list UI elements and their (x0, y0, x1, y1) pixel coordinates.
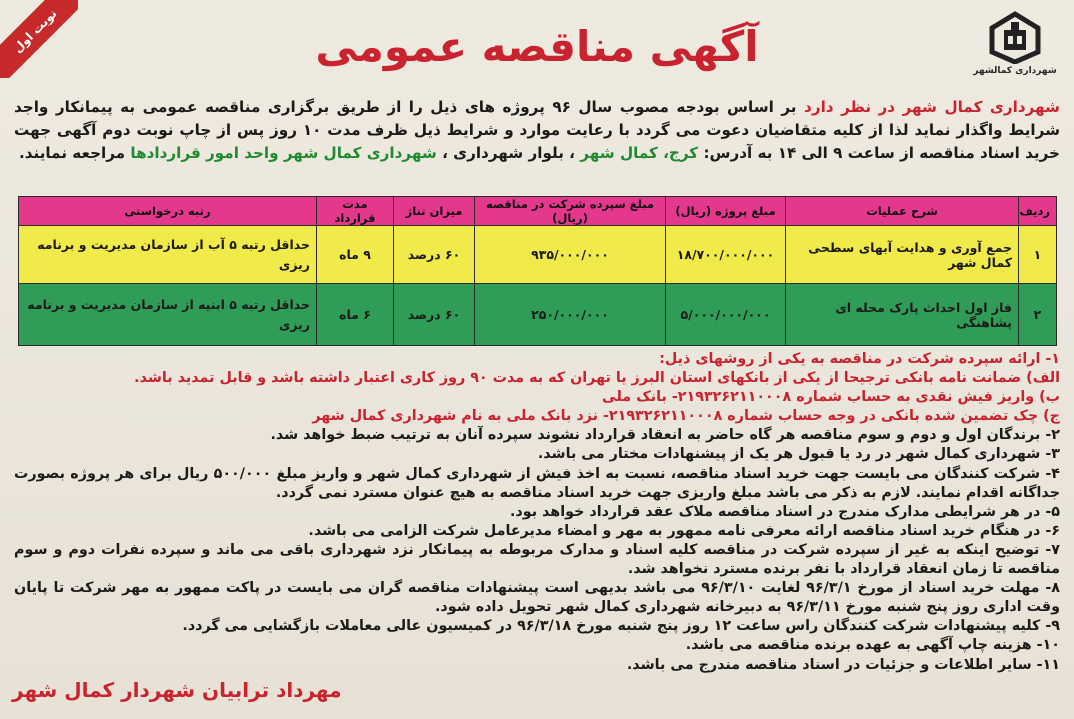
col-header-tonnage: میزان تناژ (394, 197, 475, 226)
col-header-project-amount: مبلغ پروژه (ریال) (666, 197, 786, 226)
intro-lead: شهرداری کمال شهر در نظر دارد (804, 98, 1060, 116)
project-description: فاز اول احداث پارک محله ای پشاهنگی (786, 284, 1019, 346)
col-header-grade: رتبه درخواستی (19, 197, 317, 226)
condition-10: ۱۰- هزینه چاپ آگهی به عهده برنده مناقصه می باشد. (685, 637, 1060, 654)
required-grade: حداقل رتبه ۵ آب از سازمان مدیریت و برنامه ریزی (19, 226, 317, 284)
tonnage: ۶۰ درصد (394, 226, 475, 284)
condition-9: ۹- کلیه پیشنهادات شرکت کنندگان راس ساعت ۱۲ روز پنج شنبه مورخ ۹۶/۳/۱۸ در کمیسیون عالی معاملات بازگشایی می گردد. (182, 618, 1060, 635)
project-amount: ۵/۰۰۰/۰۰۰/۰۰۰ (666, 284, 786, 346)
col-header-row-no: ردیف (1019, 197, 1057, 226)
required-grade: حداقل رتبه ۵ ابنیه از سازمان مدیریت و برنامه ریزی (19, 284, 317, 346)
condition-a: الف) ضمانت نامه بانکی ترجیحا از یکی از بانکهای استان البرز یا تهران که به مدت ۹۰ روز کاری اعتبار داشته باشد و قابل تمدید باشد. (134, 370, 1060, 387)
col-header-duration: مدت قرارداد (317, 197, 394, 226)
condition-6: ۶- در هنگام خرید اسناد مناقصه ارائه معرفی نامه ممهور به مهر و امضاء مدیرعامل شرکت الزامی می باشد. (308, 522, 1060, 539)
row-no: ۲ (1019, 284, 1057, 346)
condition-11: ۱۱- سایر اطلاعات و جزئیات در اسناد مناقصه مندرج می باشد. (626, 656, 1060, 673)
col-header-description: شرح عملیات (786, 197, 1019, 226)
col-header-deposit: مبلغ سپرده شرکت در مناقصه (ریال) (475, 197, 666, 226)
first-round-label: نوبت اول (0, 0, 78, 78)
deposit-amount: ۲۵۰/۰۰۰/۰۰۰ (475, 284, 666, 346)
project-amount: ۱۸/۷۰۰/۰۰۰/۰۰۰ (666, 226, 786, 284)
condition-8: ۸- مهلت خرید اسناد از مورخ ۹۶/۳/۱ لغایت ۹۶/۳/۱۰ می باشد بدیهی است پیشنهادات مناقصه گران می بایست در پاکت ممهور به مهر شرکت تا پایان وقت اداری روز پنج شنبه مورخ ۹۶/۳/۱۱ به دبیرخانه شهرداری کمال شهر تحویل داده شود. (14, 580, 1060, 616)
condition-7: ۷- توضیح اینکه به غیر از سپرده شرکت در مناقصه کلیه اسناد و مدارک مربوطه به پیمانکار نزد شهرداری باقی می ماند و سپرده نفرات دوم و سوم مناقصه تا زمان انعقاد قرارداد با نفر برنده مسترد نخواهد شد. (14, 541, 1060, 578)
page-title: آگهی مناقصه عمومی (315, 22, 759, 71)
tonnage: ۶۰ درصد (394, 284, 475, 346)
conditions-list (14, 350, 1060, 675)
intro-tail: مراجعه نمایند. (18, 144, 126, 162)
table-header-row (19, 197, 1057, 226)
intro-body: بر اساس بودجه مصوب سال ۹۶ پروژه های ذیل را از طریق برگزاری مناقصه عمومی به پیمانکار واجد شرایط واگذار نماید لذا از کلیه متقاضیان دعوت می گردد با رعایت موارد و شرایط ذیل ظرف مدت ۱۰ روز پس از چاپ نوبت دوم آگهی جهت خرید اسناد مناقصه از ساعت ۹ الی ۱۴ به آدرس: (14, 98, 1061, 162)
condition-5: ۵- در هر شرایطی مدارک مندرج در اسناد مناقصه ملاک عقد قرارداد خواهد بود. (509, 503, 1060, 520)
contract-duration: ۹ ماه (317, 226, 394, 284)
signature-line: مهرداد ترابیان شهردار کمال شهر (12, 678, 342, 702)
deposit-amount: ۹۳۵/۰۰۰/۰۰۰ (475, 226, 666, 284)
conditions-heading: ۱- ارائه سپرده شرکت در مناقصه به یکی از روشهای ذیل: (659, 351, 1060, 367)
condition-b: ب) واریز فیش نقدی به حساب شماره ۲۱۹۳۲۶۲۱۱۰۰۰۸- بانک ملی (601, 389, 1060, 406)
condition-c: ج) چک تضمین شده بانکی در وجه حساب شماره ۲۱۹۳۲۶۲۱۱۰۰۰۸- نزد بانک ملی به نام شهرداری کمال شهر (312, 408, 1060, 425)
projects-table (18, 196, 1057, 346)
contract-duration: ۶ ماه (317, 284, 394, 346)
condition-4: ۴- شرکت کنندگان می بایست جهت خرید اسناد مناقصه، نسبت به اخذ فیش از شهرداری کمال شهر و واریز مبلغ ۵۰۰/۰۰۰ ریال برای هر پروژه بصورت جداگانه اقدام نمایند. لازم به ذکر می باشد مبلغ واریزی جهت خرید اسناد مناقصه به هیچ عنوان مسترد نمی گردد. (14, 465, 1060, 501)
table-row (19, 284, 1057, 346)
intro-paragraph (14, 96, 1060, 165)
project-description: جمع آوری و هدایت آبهای سطحی کمال شهر (786, 226, 1019, 284)
intro-address-city: کرج، کمال شهر (580, 144, 699, 162)
condition-2: ۲- برندگان اول و دوم و سوم مناقصه هر گاه حاضر به انعقاد قرارداد نشوند سپرده آنان به ترتیب ضبط خواهد شد. (270, 427, 1060, 444)
intro-address-mid: ، بلوار شهرداری ، (442, 144, 575, 162)
condition-3: ۳- شهرداری کمال شهر در رد یا قبول هر یک از پیشنهادات مختار می باشد. (537, 446, 1060, 463)
table-row (19, 226, 1057, 284)
logo-caption: شهرداری کمالشهر (973, 66, 1057, 76)
intro-address-office: شهرداری کمال شهر واحد امور قراردادها (130, 144, 437, 162)
row-no: ۱ (1019, 226, 1057, 284)
